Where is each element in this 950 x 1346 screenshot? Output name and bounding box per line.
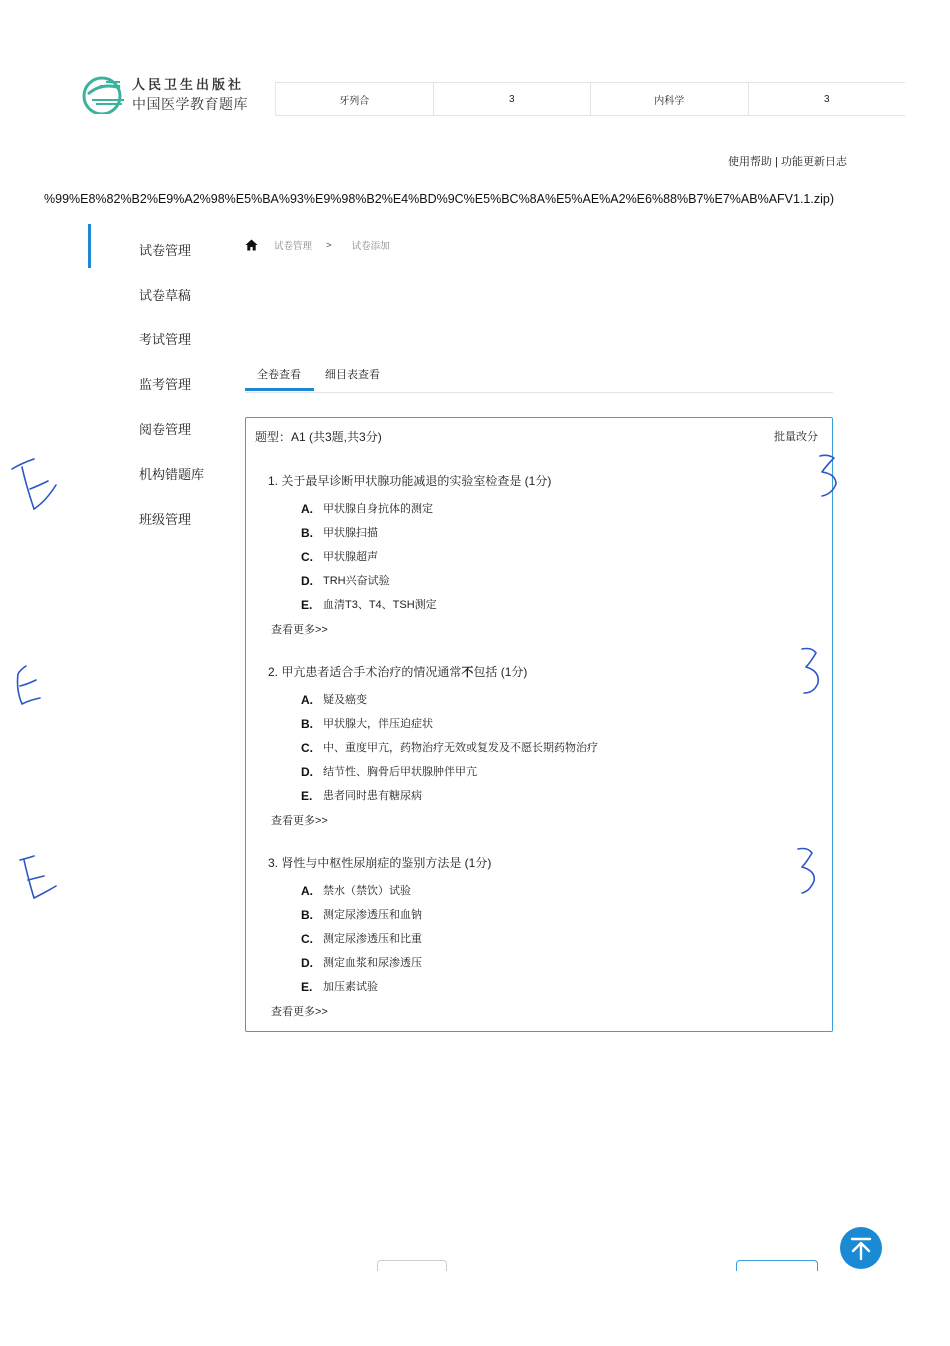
question-item: [268, 663, 808, 808]
breadcrumb: [245, 238, 390, 252]
home-icon[interactable]: [245, 239, 258, 251]
stats-cell: 内科学: [590, 83, 748, 115]
question-title-emphasis: 不: [461, 665, 474, 679]
sidebar-item-exam-management[interactable]: 考试管理: [139, 332, 192, 347]
question-title: 3. 肾性与中枢性尿崩症的鉴别方法是 (1分): [268, 856, 492, 870]
option-list: [268, 879, 808, 999]
show-more-link[interactable]: 查看更多>>: [271, 624, 328, 636]
question-title-text: 包括 (1分): [473, 665, 528, 679]
option-text: 甲状腺超声: [323, 551, 378, 563]
handwritten-mark: [12, 660, 52, 710]
option-letter: B.: [301, 717, 313, 731]
option-letter: A.: [301, 502, 313, 516]
option-letter: E.: [301, 789, 313, 803]
publisher-name: 人民卫生出版社: [132, 78, 245, 93]
option-list: [268, 497, 808, 617]
sidebar-item-class-management[interactable]: 班级管理: [139, 512, 192, 527]
option-item: [268, 879, 808, 903]
subject-stats-table: [275, 82, 905, 116]
brand-logo[interactable]: [80, 74, 260, 118]
sidebar-item-paper-management[interactable]: 试卷管理: [139, 243, 192, 258]
logo-emblem-icon: [80, 74, 128, 114]
option-letter: D.: [301, 574, 313, 588]
option-item: [268, 927, 808, 951]
handwritten-mark: [816, 452, 842, 500]
download-url-text: [0, 192, 950, 206]
back-to-top-button[interactable]: [840, 1227, 882, 1269]
option-text: 结节性、胸骨后甲状腺肿伴甲亢: [323, 766, 477, 778]
sidebar-item-org-wrong-questions[interactable]: 机构错题库: [139, 467, 205, 482]
option-item: [268, 712, 808, 736]
option-text: 加压素试验: [323, 981, 378, 993]
option-item: [268, 521, 808, 545]
option-letter: B.: [301, 908, 313, 922]
option-item: [268, 593, 808, 617]
handwritten-mark: [798, 645, 824, 697]
option-letter: E.: [301, 598, 313, 612]
show-more-link[interactable]: 查看更多>>: [271, 1006, 328, 1018]
site-name: 中国医学教育题库: [132, 96, 248, 112]
active-tab-indicator: [245, 388, 314, 391]
option-text: 疑及癌变: [323, 694, 367, 706]
sidebar-item-proctor-management[interactable]: 监考管理: [139, 377, 192, 392]
question-item: [268, 854, 808, 999]
question-title: 1. 关于最早诊断甲状腺功能减退的实验室检查是 (1分): [268, 474, 552, 488]
handwritten-mark: [14, 852, 64, 906]
breadcrumb-paper-add: 试卷添加: [351, 241, 390, 252]
option-item: [268, 736, 808, 760]
question-item: [268, 472, 808, 617]
tab-detail-table[interactable]: 细目表查看: [325, 369, 380, 381]
option-text: 甲状腺大，伴压迫症状: [323, 718, 433, 730]
sidebar-active-indicator: [88, 224, 91, 268]
header-links: [728, 153, 847, 169]
stats-cell: 3: [748, 83, 906, 115]
handwritten-mark: [794, 845, 820, 895]
help-link[interactable]: 使用帮助: [728, 156, 773, 168]
question-title-text: 2. 甲亢患者适合手术治疗的情况通常: [268, 665, 462, 679]
batch-edit-score-button[interactable]: 批量改分: [774, 431, 818, 443]
option-letter: D.: [301, 765, 313, 779]
option-text: 测定血浆和尿渗透压: [323, 957, 422, 969]
view-tabs: [245, 362, 833, 393]
pagination-button[interactable]: [736, 1260, 818, 1271]
option-text: 测定尿渗透压和比重: [323, 933, 422, 945]
option-text: 血清T3、T4、TSH测定: [323, 599, 437, 611]
option-text: TRH兴奋试验: [323, 575, 390, 587]
question-card: [245, 417, 833, 1032]
changelog-link[interactable]: 功能更新日志: [781, 156, 847, 168]
arrow-up-to-top-icon: [840, 1227, 882, 1269]
option-item: [268, 569, 808, 593]
stats-cell: 3: [433, 83, 591, 115]
link-separator: |: [772, 156, 781, 168]
question-title: [268, 663, 808, 680]
option-item: [268, 497, 808, 521]
show-more-link[interactable]: 查看更多>>: [271, 815, 328, 827]
pagination-button[interactable]: [377, 1260, 447, 1271]
option-text: 患者同时患有糖尿病: [323, 790, 422, 802]
option-list: [268, 688, 808, 808]
breadcrumb-paper-management[interactable]: 试卷管理: [274, 241, 313, 252]
option-text: 甲状腺自身抗体的测定: [323, 503, 433, 515]
breadcrumb-separator: >: [326, 239, 332, 251]
option-item: [268, 760, 808, 784]
option-letter: A.: [301, 693, 313, 707]
option-letter: C.: [301, 932, 313, 946]
option-item: [268, 784, 808, 808]
option-text: 禁水（禁饮）试验: [323, 885, 411, 897]
tab-full-paper[interactable]: 全卷查看: [257, 369, 301, 381]
sidebar-item-grading-management[interactable]: 阅卷管理: [139, 422, 192, 437]
option-text: 甲状腺扫描: [323, 527, 378, 539]
option-letter: C.: [301, 550, 313, 564]
option-item: [268, 688, 808, 712]
option-text: 测定尿渗透压和血钠: [323, 909, 422, 921]
handwritten-mark: [8, 455, 58, 515]
question-type-header: 题型：A1 (共3题,共3分): [255, 430, 382, 444]
option-letter: A.: [301, 884, 313, 898]
option-item: [268, 951, 808, 975]
sidebar-item-paper-drafts[interactable]: 试卷草稿: [139, 288, 192, 303]
option-text: 中、重度甲亢，药物治疗无效或复发及不愿长期药物治疗: [323, 742, 598, 754]
option-item: [268, 975, 808, 999]
option-item: [268, 545, 808, 569]
option-item: [268, 903, 808, 927]
option-letter: E.: [301, 980, 313, 994]
stats-cell: 牙列合: [275, 83, 433, 115]
download-url-value[interactable]: %99%E8%82%B2%E9%A2%98%E5%BA%93%E9%98%B2%E4%BD%9C%E5%BC%8A%E5%AE%A2%E6%88%B7%E7%AB%AFV1.1.zip): [44, 192, 835, 206]
option-letter: C.: [301, 741, 313, 755]
option-letter: B.: [301, 526, 313, 540]
option-letter: D.: [301, 956, 313, 970]
